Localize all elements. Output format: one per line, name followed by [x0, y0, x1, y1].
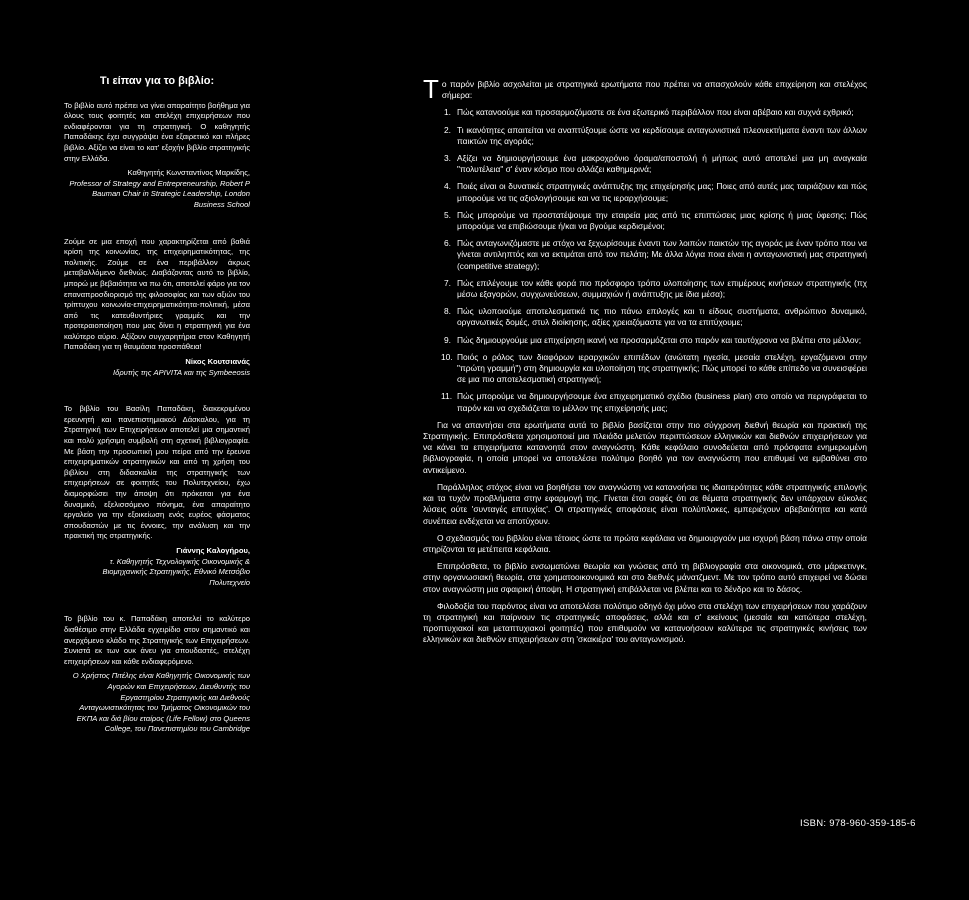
item-text: Πώς μπορούμε να δημιουργήσουμε ένα επιχειρηματικό σχέδιο (business plan) στο οποίο να περιγράφεται το παρόν και να σχεδιάζεται το μέλλον της επιχείρησής μας; — [457, 391, 867, 413]
review-kalogirou — [64, 404, 250, 588]
review-pitelis — [64, 614, 250, 735]
reviewer-role: Ο Χρήστος Πιτέλης είναι Καθηγητής Οικονομικής των Αγορών και Επιχειρήσεων, Διευθυντής του Εργαστηρίου Στρατηγικής και Διεθνούς Ανταγωνιστικότητας του Τμήματος Οικονομικών του ΕΚΠΑ και διά βίου εταίρος (Life Fellow) στο Queens College, του Πανεπιστημίου του Cambridge — [72, 671, 250, 734]
item-number: 4. — [444, 181, 451, 192]
review-attribution — [64, 671, 250, 735]
body-paragraph: Για να απαντήσει στα ερωτήματα αυτά το βιβλίο βασίζεται στην πιο σύγχρονη διεθνή θεωρία και πρακτική της Στρατηγικής. Επιπρόσθετα χρησιμοποιεί μια πλειάδα μελετών περιπτώσεων ελληνικών και διεθνών επιχειρήσεων για να κάνει τα επιχειρήματα κατανοητά στον αναγνώστη. Κάθε κεφάλαιο συνοδεύεται από πρόσφατα ενημερωμένη βιβλιογραφία, η οποία μπορεί να αποτελέσει πολύτιμο βοηθό για τον αναγνώστη που επιθυμεί να εμβαθύνει στο αντικείμενο. — [423, 419, 867, 475]
list-item — [423, 352, 867, 386]
body-paragraph: Φιλοδοξία του παρόντος είναι να αποτελέσει πολύτιμο οδηγό όχι μόνο στα στελέχη των επιχειρήσεων που χαράζουν τη στρατηγική και παίρνουν τις στρατηγικές αποφάσεις, αλλά και σ' εκείνους (μεσαία και κατώτερα στελέχη, προπτυχιακοί και μεταπτυχιακοί φοιτητές) που επιθυμούν να κατανοήσουν καλύτερα τις στρατηγικές κινήσεις των ελληνικών και διεθνών επιχειρήσεων στη 'σκακιέρα' του ανταγωνισμού. — [423, 600, 867, 645]
questions-list — [423, 107, 867, 413]
item-number: 9. — [444, 334, 451, 345]
body-paragraph: Παράλληλος στόχος είναι να βοηθήσει τον αναγνώστη να κατανοήσει τις ιδιαιτερότητες κάθε στρατηγικής επιλογής και τα τυχόν προβλήματα στην εφαρμογή της. Γίνεται έτσι σαφές ότι σε θέματα στρατηγικής δεν υπάρχουν εύκολες λύσεις ούτε 'συνταγές επιτυχίας'. Οι στρατηγικές αποφάσεις είναι πολύπλοκες, εμπεριέχουν αβεβαιότητα και κατά συνέπεια ενδέχεται να αποτύχουν. — [423, 481, 867, 526]
item-text: Τι ικανότητες απαιτείται να αναπτύξουμε ώστε να κερδίσουμε ανταγωνιστικά πλεονεκτήματα έναντι των άλλων παικτών της αγοράς; — [457, 124, 867, 146]
item-number: 10. — [441, 351, 453, 362]
review-markides — [64, 101, 250, 211]
isbn-label: ISBN: 978-960-359-185-6 — [800, 818, 916, 829]
reviewer-name: Καθηγητής Κωνσταντίνος Μαρκίδης, — [127, 168, 250, 178]
description-column — [423, 74, 867, 652]
intro-text: ο παρόν βιβλίο ασχολείται με στρατηγικά ερωτήματα που πρέπει να απασχολούν κάθε επιχείρηση και στελέχος σήμερα: — [441, 79, 867, 101]
review-attribution — [64, 357, 250, 378]
reviewer-role: Professor of Strategy and Entrepreneurship, Robert P Bauman Chair in Strategic Leadership, London Business School — [69, 178, 250, 209]
review-text: Το βιβλίο του Βασίλη Παπαδάκη, διακεκριμένου ερευνητή και πανεπιστημιακού Δάσκαλου, για τη Στρατηγική των Επιχειρήσεων αποτελεί μια σημαντική και πολύ χρήσιμη συμβολή στη σχετική βιβλιογραφία. Με βάση την προσωπική μου πείρα από την έρευνα επιχειρηματικών στρατηγικών και από τη χρήση του βιβλίου στη διδασκαλία της στρατηγικής των επιχειρήσεων σε φοιτητές του Πολυτεχνείου, έχω διαμορφώσει την άποψη ότι πρόκειται για ένα δυναμικό, εξελισσόμενο πόνημα, ένα απαραίτητο εργαλείο για την εξοικείωση ενός ευρέος φάσματος σπουδαστών με τις έννοιες, την ανάλυση και την πρακτική της στρατηγικής. — [64, 404, 250, 541]
item-text: Πώς υλοποιούμε αποτελεσματικά τις πιο πάνω επιλογές και τι είδους συστήματα, ανθρώπινο δυναμικό, οργανωτικές δομές, στυλ διοίκησης, αξίες χρειαζόμαστε για να τα επιτύχουμε; — [457, 306, 867, 328]
list-item — [423, 210, 867, 232]
list-item — [423, 107, 867, 118]
intro-paragraph — [423, 74, 867, 104]
body-paragraph: Επιπρόσθετα, το βιβλίο ενσωματώνει θεωρία και γνώσεις από τη βιβλιογραφία στα οικονομικά, στο μάρκετινγκ, στην οργανωσιακή θεωρία, στα χρηματοοικονομικά και στο διεθνές μάνατζμεντ. Με τον τρόπο αυτό επιχειρεί να δώσει στον αναγνώστη μια σφαιρική άποψη. Η στρατηγική επιβάλλεται να βλέπει και το δένδρο και το δάσος. — [423, 561, 867, 594]
item-number: 3. — [444, 153, 451, 164]
review-text: Το βιβλίο του κ. Παπαδάκη αποτελεί το καλύτερο διαθέσιμο στην Ελλάδα εγχειρίδιο στον σημαντικό και ανερχόμενο κλάδο της Στρατηγικής των Επιχειρήσεων. Συνιστά εκ των ουκ άνευ για σπουδαστές, στελέχη επιχειρήσεων και κάθε ενδιαφερόμενο. — [64, 614, 250, 666]
body-paragraph: Ο σχεδιασμός του βιβλίου είναι τέτοιος ώστε τα πρώτα κεφάλαια να δημιουργούν μια ισχυρή βάση πάνω στην οποία στηρίζονται τα μετέπειτα κεφάλαια. — [423, 532, 867, 554]
list-item — [423, 306, 867, 328]
item-text: Αξίζει να δημιουργήσουμε ένα μακροχρόνιο όραμα/αποστολή ή μήπως αυτό αποτελεί μια μη αναγκαία "πολυτέλεια" σ' έναν κόσμο που αλλάζει καθημερινά; — [457, 153, 867, 175]
reviews-title: Τι είπαν για το βιβλίο: — [99, 75, 215, 87]
review-text: Ζούμε σε μια εποχή που χαρακτηρίζεται από βαθιά κρίση της κοινωνίας, της επιχειρηματικότητας, της πολιτικής. Ζούμε σε ένα περιβάλλον άκρως μεταβαλλόμενο διεθνώς. Διαβάζοντας αυτό το βιβλίο, μπορώ με βεβαιότητα να πω ότι, αποτελεί φάρο για τον επαναπροσδιορισμό της φιλοσοφίας και των αξιών του τρίπτυχου κοινωνία-επιχειρηματικότητα-πολιτική, μέσα από τις κατευθυντήριες γραμμές και την προτεραιοποίηση που μας δίνει η στρατηγική για ένα καλύτερο αύριο. Αξίζουν συγχαρητήρια στον Καθηγητή Παπαδάκη για τη θαυμάσια προσπάθεια! — [64, 236, 250, 352]
item-text: Πώς επιλέγουμε τον κάθε φορά πιο πρόσφορο τρόπο υλοποίησης των επιμέρους κινήσεων στρατηγικής (πχ μέσω εξαγορών, συγχωνεύσεων, συμμαχιών ή ανάπτυξης με ίδια μέσα); — [457, 277, 867, 300]
drop-cap: Τ — [423, 74, 439, 104]
reviewer-name: Νίκος Κουτσιανάς — [185, 357, 250, 367]
review-attribution — [64, 546, 250, 588]
list-item — [423, 153, 867, 175]
list-item — [423, 391, 867, 413]
list-item — [423, 125, 867, 147]
item-number: 2. — [444, 124, 451, 135]
item-text: Ποιές είναι οι δυνατικές στρατηγικές ανάπτυξης της επιχείρησής μας; Ποιες από αυτές μας ταιριάζουν και πώς μπορούμε να τις αξιολογήσουμε και να τις ιεραρχήσουμε; — [457, 181, 867, 203]
list-item — [423, 335, 867, 346]
item-number: 8. — [444, 306, 451, 317]
review-text: Το βιβλίο αυτό πρέπει να γίνει απαραίτητο βοήθημα για όλους τους φοιτητές και στελέχη επιχειρήσεων που ενδιαφέρονται για τη στρατηγική. Ο καθηγητής Παπαδάκης έχει συγγράψει ένα εξαιρετικό και πλήρες βιβλίο. Αξίζει να είναι το κατ' εξοχήν βιβλίο στρατηγικής στην Ελλάδα. — [64, 100, 250, 163]
item-text: Πώς δημιουργούμε μια επιχείρηση ικανή να προσαρμόζεται στο παρόν και ταυτόχρονα να βλέπει στο μέλλον; — [457, 334, 862, 345]
reviews-column — [64, 76, 250, 761]
list-item — [423, 181, 867, 203]
item-text: Πώς μπορούμε να προστατέψουμε την εταιρεία μας από τις επιπτώσεις μιας κρίσης ή μιας ύφεσης; Πώς μπορούμε να επιβιώσουμε ή/και να βγούμε κερδισμένοι; — [457, 209, 867, 232]
reviewer-name: Γιάννης Καλογήρου, — [176, 545, 250, 555]
list-item — [423, 238, 867, 272]
item-text: Ποιός ο ρόλος των διαφόρων ιεραρχικών επιπέδων (ανώτατη ηγεσία, μεσαία στελέχη, εργαζόμενοι στην "πρώτη γραμμή") στη δημιουργία και υλοποίηση της στρατηγικής; Πώς μπορεί το κάθε επίπεδο να συνεισφέρει σε μια πιο αποτελεσματική στρατηγική; — [457, 351, 867, 385]
reviewer-role: Ιδρυτής της APIVITA και της Symbeeosis — [112, 367, 250, 377]
item-number: 5. — [444, 209, 451, 220]
item-text: Πώς κατανοούμε και προσαρμοζόμαστε σε ένα εξωτερικό περιβάλλον που είναι αβέβαιο και συχνά εχθρικό; — [457, 107, 854, 118]
review-koutsianas — [64, 237, 250, 379]
item-number: 6. — [444, 238, 451, 249]
item-text: Πώς ανταγωνιζόμαστε με στόχο να ξεχωρίσουμε έναντι των λοιπών παικτών της αγοράς με έναν τρόπο που να γίνεται αντιληπτός και να εκτιμάται από τον πελάτη; Με άλλα λόγια ποια είναι η ανταγωνιστική μας στρατηγική (competitive strategy); — [457, 238, 867, 271]
item-number: 7. — [444, 277, 451, 288]
review-attribution — [64, 168, 250, 210]
item-number: 11. — [441, 391, 453, 402]
list-item — [423, 278, 867, 300]
item-number: 1. — [444, 107, 451, 118]
reviewer-role: τ. Καθηγητής Τεχνολογικής Οικονομικής & Βιομηχανικής Στρατηγικής, Εθνικό Μετσόβιο Πολυτεχνείο — [102, 556, 250, 587]
